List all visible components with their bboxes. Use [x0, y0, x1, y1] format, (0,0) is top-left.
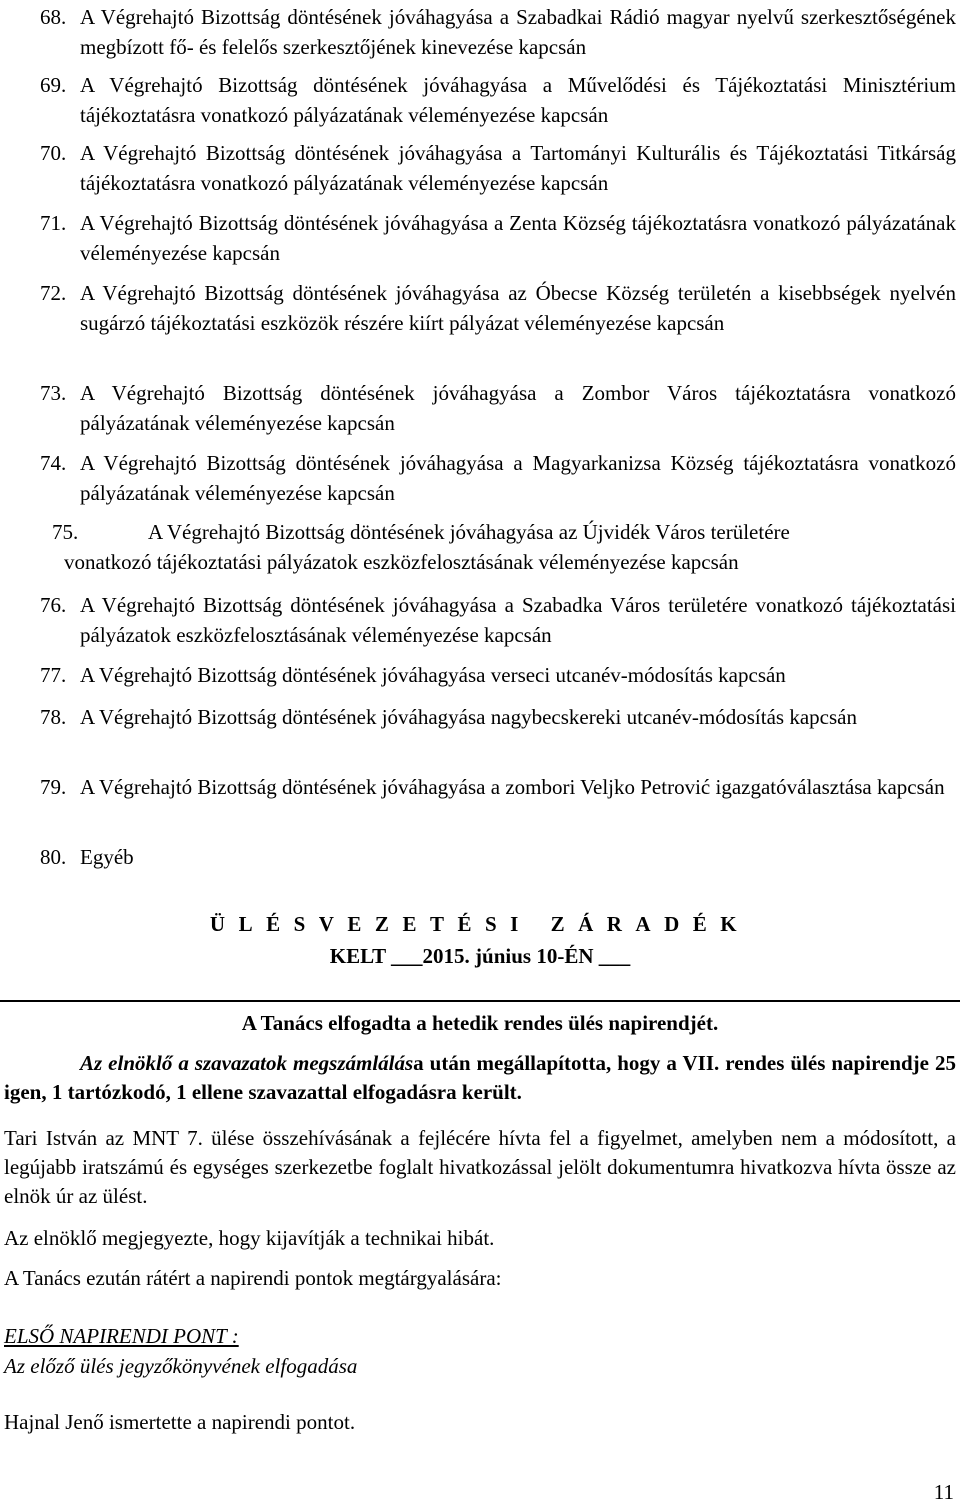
agenda-item-76: [40, 590, 956, 650]
agenda-item-text: A Végrehajtó Bizottság döntésének jóváhagyása a zombori Veljko Petrović igazgatóválasztása kapcsán: [80, 775, 945, 799]
agenda-item-80: [40, 842, 956, 872]
closing-date: KELT ___2015. június 10-ÉN ___: [329, 944, 631, 968]
hajnal-paragraph: Hajnal Jenő ismertette a napirendi pontot.: [4, 1410, 356, 1434]
agenda-item-text: Egyéb: [80, 845, 134, 869]
agenda-item-number: 75.: [52, 520, 79, 544]
agenda-item-68: [40, 2, 956, 62]
agenda-item-72: [40, 278, 956, 338]
agenda-item-number: 78.: [40, 705, 67, 729]
agenda-item-text: A Végrehajtó Bizottság döntésének jóváhagyása a Tartományi Kulturális és Tájékoztatási Titkárság tájékoztatásra vonatkozó pályázatának véleményezése kapcsán: [80, 141, 956, 195]
agenda-item-number: 79.: [40, 775, 67, 799]
agenda-item-number: 68.: [40, 5, 67, 29]
first-point-title: ELSŐ NAPIRENDI PONT :: [4, 1324, 239, 1348]
agenda-item-text: A Végrehajtó Bizottság döntésének jóváhagyása a Zombor Város tájékoztatásra vonatkozó pályázatának véleményezése kapcsán: [80, 381, 956, 435]
agenda-item-number: 74.: [40, 451, 67, 475]
agenda-item-text: A Végrehajtó Bizottság döntésének jóváhagyása a Művelődési és Tájékoztatási Minisztérium tájékoztatásra vonatkozó pályázatának véleményezése kapcsán: [80, 73, 956, 127]
vote-statement: [4, 1049, 956, 1107]
agenda-item-number: 73.: [40, 381, 67, 405]
agenda-item-number: 80.: [40, 845, 67, 869]
agenda-item-text: A Végrehajtó Bizottság döntésének jóváhagyása az Óbecse Község területén a kisebbségek nyelvén sugárzó tájékoztatási eszközök részére kiírt pályázat véleményezése kapcsán: [80, 281, 956, 335]
agenda-item-number: 72.: [40, 281, 67, 305]
agenda-item-number: 76.: [40, 593, 67, 617]
agenda-item-number: 70.: [40, 141, 67, 165]
agenda-item-number: 69.: [40, 73, 67, 97]
adopted-statement: A Tanács elfogadta a hetedik rendes ülés napirendjét.: [241, 1011, 719, 1035]
agenda-item-text: A Végrehajtó Bizottság döntésének jóváhagyása nagybecskereki utcanév-módosítás kapcsán: [80, 705, 857, 729]
agenda-item-74: [40, 448, 956, 508]
page-number: 11: [933, 1480, 954, 1504]
proceed-paragraph: A Tanács ezután rátért a napirendi pontok megtárgyalására:: [4, 1266, 502, 1290]
agenda-item-text: A Végrehajtó Bizottság döntésének jóváhagyása verseci utcanév-módosítás kapcsán: [80, 663, 786, 687]
vote-statement-rest: a után megállapította, hogy a VII. rendes ülés napirendje 25 igen, 1 tartózkodó, 1 ellene szavazattal elfogadásra került.: [4, 1051, 956, 1104]
agenda-item-text: A Végrehajtó Bizottság döntésének jóváhagyása a Szabadka Város területére vonatkozó tájékoztatási pályázatok eszközfelosztásának véleményezése kapcsán: [80, 593, 956, 647]
agenda-item-77: [40, 660, 956, 690]
agenda-item-text: A Végrehajtó Bizottság döntésének jóváhagyása a Szabadkai Rádió magyar nyelvű szerkesztőségének megbízott fő- és felelős szerkesztőjének kinevezése kapcsán: [80, 5, 956, 59]
agenda-item-73: [40, 378, 956, 438]
agenda-item-71: [40, 208, 956, 268]
agenda-item-79: [40, 772, 956, 802]
first-point-subtitle: Az előző ülés jegyzőkönyvének elfogadása: [4, 1354, 358, 1378]
tari-paragraph: Tari István az MNT 7. ülése összehívásának a fejlécére hívta fel a figyelmet, amelyben nem a módosított, a legújabb iratszámú és egységes szerkezetbe foglalt hivatkozással jelölt dokumentumra hivatkozva hívta össze az elnök úr az ülést.: [4, 1126, 956, 1208]
agenda-item-text: A Végrehajtó Bizottság döntésének jóváhagyása a Magyarkanizsa Község tájékoztatásra vonatkozó pályázatának véleményezése kapcsán: [80, 451, 956, 505]
fix-paragraph: Az elnöklő megjegyezte, hogy kijavítják a technikai hibát.: [4, 1226, 495, 1250]
vote-statement-italic: Az elnöklő a szavazatok megszámlálás: [80, 1051, 414, 1075]
agenda-item-70: [40, 138, 956, 198]
agenda-item-number: 77.: [40, 663, 67, 687]
agenda-item-75: [52, 517, 956, 574]
closing-title: ÜLÉSVEZETÉSI ZÁRADÉK: [209, 912, 751, 936]
agenda-item-78: [40, 702, 956, 732]
agenda-item-69: [40, 70, 956, 130]
agenda-item-text-line1: A Végrehajtó Bizottság döntésének jóváhagyása az Újvidék Város területére: [148, 520, 790, 544]
divider: [0, 1000, 960, 1002]
agenda-item-text: A Végrehajtó Bizottság döntésének jóváhagyása a Zenta Község tájékoztatásra vonatkozó pályázatának véleményezése kapcsán: [80, 211, 956, 265]
agenda-item-text-line2: vonatkozó tájékoztatási pályázatok eszközfelosztásának véleményezése kapcsán: [64, 550, 739, 574]
agenda-item-number: 71.: [40, 211, 67, 235]
